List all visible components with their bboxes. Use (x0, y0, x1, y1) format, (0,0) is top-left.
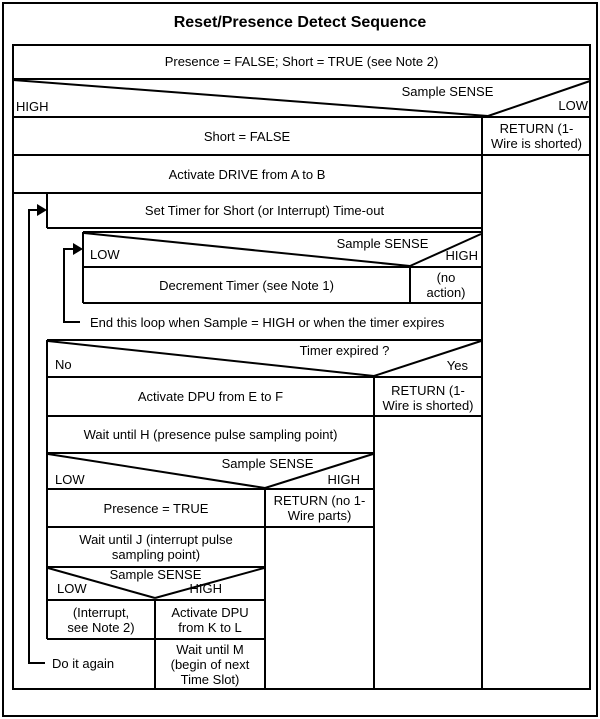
end-loop-note: End this loop when Sample = HIGH or when the timer expires (90, 315, 445, 330)
decision-sense1-label: Sample SENSE (401, 84, 494, 99)
box-return-shorted-mid: RETURN (1-Wire is shorted) (382, 382, 474, 413)
box-presence-true: Presence = TRUE (103, 500, 209, 516)
inner-loop-bracket (64, 249, 80, 322)
decision-sense4-low: LOW (57, 581, 87, 596)
inner-loop-arrow-icon (73, 243, 83, 255)
decision-sense2-label: Sample SENSE (336, 236, 429, 251)
do-it-again-label: Do it again (52, 656, 115, 671)
box-wait-until-m: Wait until M (begin of next Time Slot) (170, 641, 250, 687)
decision-sense1-low: LOW (558, 98, 588, 113)
decision-sense3-label: Sample SENSE (221, 456, 314, 471)
decision-sense1-high: HIGH (16, 99, 49, 114)
outer-loop-bracket (29, 210, 45, 663)
box-init: Presence = FALSE; Short = TRUE (see Note 2) (164, 54, 439, 69)
decision-sense3-high: HIGH (327, 472, 360, 487)
decision-sense2-high: HIGH (445, 248, 478, 263)
box-interrupt-note: (Interrupt, see Note 2) (67, 604, 135, 635)
box-no-action: (no action) (426, 270, 466, 300)
box-activate-dpu-kl: Activate DPU from K to L (171, 604, 249, 635)
box-activate-dpu-ef: Activate DPU from E to F (137, 389, 284, 404)
decision-sense3-low: LOW (55, 472, 85, 487)
diagram-title: Reset/Presence Detect Sequence (173, 14, 427, 31)
box-activate-drive: Activate DRIVE from A to B (168, 166, 326, 182)
outer-loop-arrow-icon (37, 204, 47, 216)
box-wait-until-j: Wait until J (interrupt pulse sampling point) (79, 532, 233, 562)
box-decrement-timer: Decrement Timer (see Note 1) (159, 277, 334, 293)
box-short-false: Short = FALSE (203, 128, 291, 144)
decision-sense2-low: LOW (90, 247, 120, 262)
decision-sense4-label: Sample SENSE (109, 567, 202, 582)
decision-timer-expired-yes: Yes (446, 358, 468, 373)
box-return-shorted-top: RETURN (1-Wire is shorted) (490, 121, 583, 151)
box-return-no-parts: RETURN (no 1-Wire parts) (273, 493, 366, 523)
decision-timer-expired-label: Timer expired ? (299, 343, 390, 358)
decision-timer-expired-no: No (55, 357, 72, 372)
box-set-timer: Set Timer for Short (or Interrupt) Time-out (144, 203, 385, 218)
box-wait-until-h: Wait until H (presence pulse sampling point) (83, 427, 338, 442)
decision-sense4-high: HIGH (189, 581, 222, 596)
